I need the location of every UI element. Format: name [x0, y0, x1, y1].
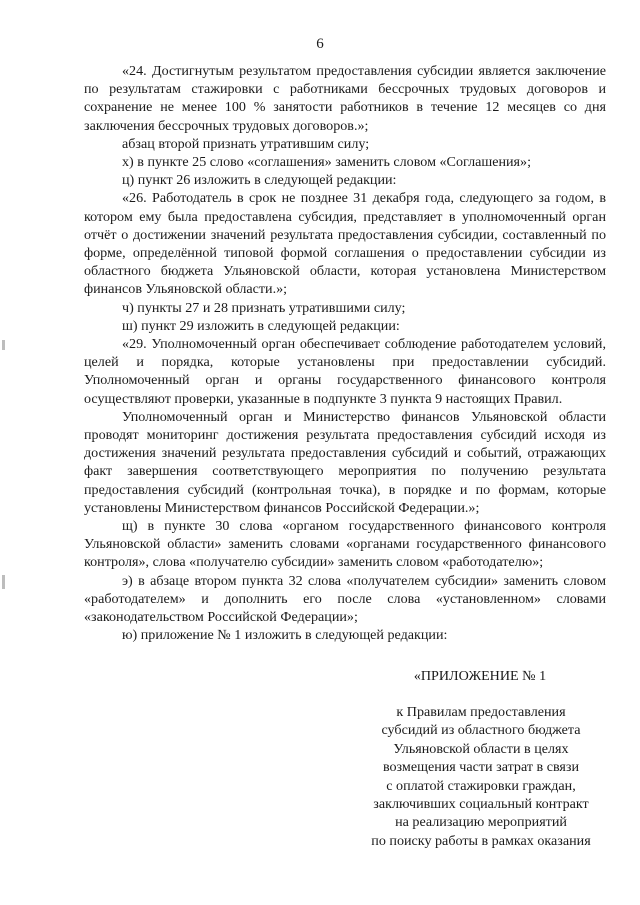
appendix-title: «ПРИЛОЖЕНИЕ № 1 — [413, 668, 547, 684]
paragraph: ч) пункты 27 и 28 признать утратившими силу; — [122, 299, 406, 316]
appendix-caption-line: субсидий из областного бюджета — [381, 722, 581, 739]
appendix-caption — [350, 703, 612, 850]
document-body — [84, 62, 606, 645]
paragraph: щ) в пункте 30 слова «органом государственного финансового контроля Ульяновской области» заменить словами «органами государственного финансового контроля», слова «получателю субсидии» заменить словом «работодателю»; — [84, 518, 606, 571]
paragraph: э) в абзаце втором пункта 32 слова «получателем субсидии» заменить словом «работодателем» и дополнить его после слова «установленном» словами «законодательством Российской Федерации»; — [84, 572, 606, 626]
appendix-caption-line: к Правилам предоставления — [396, 704, 566, 720]
paragraph: ю) приложение № 1 изложить в следующей редакции: — [122, 627, 448, 644]
appendix-caption-line: заключивших социальный контракт — [373, 796, 589, 813]
paragraph: «26. Работодатель в срок не позднее 31 декабря года, следующего за годом, в котором ему была предоставлена субсидия, представляет в уполномоченный орган отчёт о достижении значений результата предоставления субсидии, составленный по форме, определённой типовой формой соглашения о предоставлении субсидии из областного бюджета Ульяновской области, которая установлена Министерством финансов Ульяновской области.»; — [84, 190, 606, 298]
paragraph: ш) пункт 29 изложить в следующей редакции: — [122, 317, 400, 334]
appendix-caption-line: на реализацию мероприятий — [395, 814, 567, 831]
paragraph: абзац второй признать утратившим силу; — [122, 135, 370, 152]
paragraph: х) в пункте 25 слово «соглашения» заменить словом «Соглашения»; — [122, 154, 531, 171]
paragraph: «29. Уполномоченный орган обеспечивает соблюдение работодателем условий, целей и порядка, которые установлены при предоставлении субсидий. Уполномоченный орган и органы государственного финансового контроля осуществляют проверки, указанные в подпункте 3 пункта 9 настоящих Правил. — [84, 336, 606, 407]
paragraph: ц) пункт 26 изложить в следующей редакции: — [122, 172, 397, 189]
appendix-caption-line: Ульяновской области в целях — [393, 740, 569, 757]
appendix-caption-line: по поиску работы в рамках оказания — [371, 832, 591, 849]
paragraph: «24. Достигнутым результатом предоставления субсидии является заключение по результатам стажировки с работниками бессрочных трудовых договоров и сохранение не менее 100 % занятости работников в течение 12 месяцев со дня заключения бессрочных трудовых договоров.»; — [84, 63, 606, 134]
appendix-caption-line: возмещения части затрат в связи — [382, 759, 580, 776]
paragraph: Уполномоченный орган и Министерство финансов Ульяновской области проводят мониторинг достижения результата предоставления субсидий исходя из достижения значений результата предоставления субсидий и событий, отражающих факт завершения соответствующего мероприятия по получению результата предоставления субсидий (контрольная точка), в порядке и по формам, которые установлены Министерством финансов Российской Федерации.»; — [84, 408, 606, 516]
page-number: 6 — [316, 36, 324, 52]
appendix-caption-line: с оплатой стажировки граждан, — [386, 777, 576, 794]
scan-edge-mark — [2, 575, 5, 589]
scan-edge-mark — [2, 340, 5, 350]
